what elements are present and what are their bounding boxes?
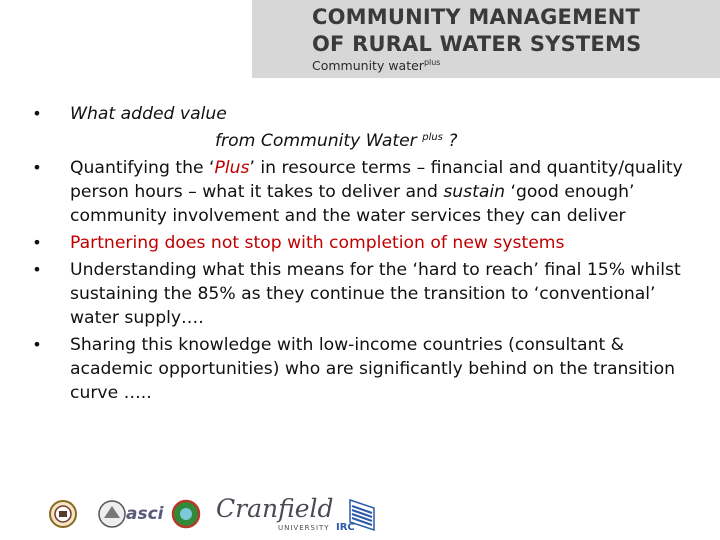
asci-emblem-icon [95,492,129,536]
cranfield-logo [216,494,334,533]
slide-title [312,4,712,58]
cranfield-text: Cranfield [216,494,334,523]
irc-logo-text: IRC [336,522,355,533]
bullet-dot-icon: • [32,233,42,252]
subtitle-superscript: plus [423,58,441,67]
bullet-dot-icon: • [32,104,42,123]
bullet-5-text: Sharing this knowledge with low-income countries (consultant & academic opportunities) who are significantly behind on the transition curve ….. [70,335,676,403]
bullet-item-3 [30,231,690,255]
title-line-2: OF RURAL WATER SYSTEMS [312,32,642,56]
bullet-dot-icon: • [32,158,42,177]
bullet-2-part-1: Quantifying the ‘ [70,158,215,178]
bullet-1-line-2 [70,126,690,153]
slide-subtitle [312,58,440,73]
cranfield-university-text: UNIVERSITY [278,524,330,532]
bullet-1-line-1: What added value [70,104,227,124]
seal-logo-icon [48,492,78,536]
bullet-2-part-2: ’ in resource terms – financial and quantity/quality person hours – what it takes to deliver and [70,158,683,202]
subtitle-text: Community water [312,58,424,73]
bullet-1-end: ? [442,131,458,151]
bullet-list [30,102,690,408]
bullet-2-part-3: ‘good enough’ community involvement and the water services they can deliver [70,182,635,226]
asci-logo-text: asci [126,504,164,524]
bullet-4-text: Understanding what this means for the ‘hard to reach’ final 15% whilst sustaining the 85% as they continue the transition to ‘conventional’ water supply…. [70,260,681,328]
bullet-item-2 [30,156,690,228]
partner-logos [40,492,440,538]
bullet-1-main: from Community Water [215,131,423,151]
bullet-item-4 [30,258,690,330]
title-line-1: COMMUNITY MANAGEMENT [312,5,641,29]
bullet-2-sustain: sustain [443,182,506,202]
bullet-3-text: Partnering does not stop with completion of new systems [70,233,565,253]
bullet-2-plus-highlight: Plus [214,158,250,178]
bullet-dot-icon: • [32,335,42,354]
bullet-item-5 [30,333,690,405]
bullet-1-superscript: plus [422,132,443,143]
globe-logo-icon [170,492,202,536]
bullet-dot-icon: • [32,260,42,279]
bullet-item-1 [30,102,690,153]
